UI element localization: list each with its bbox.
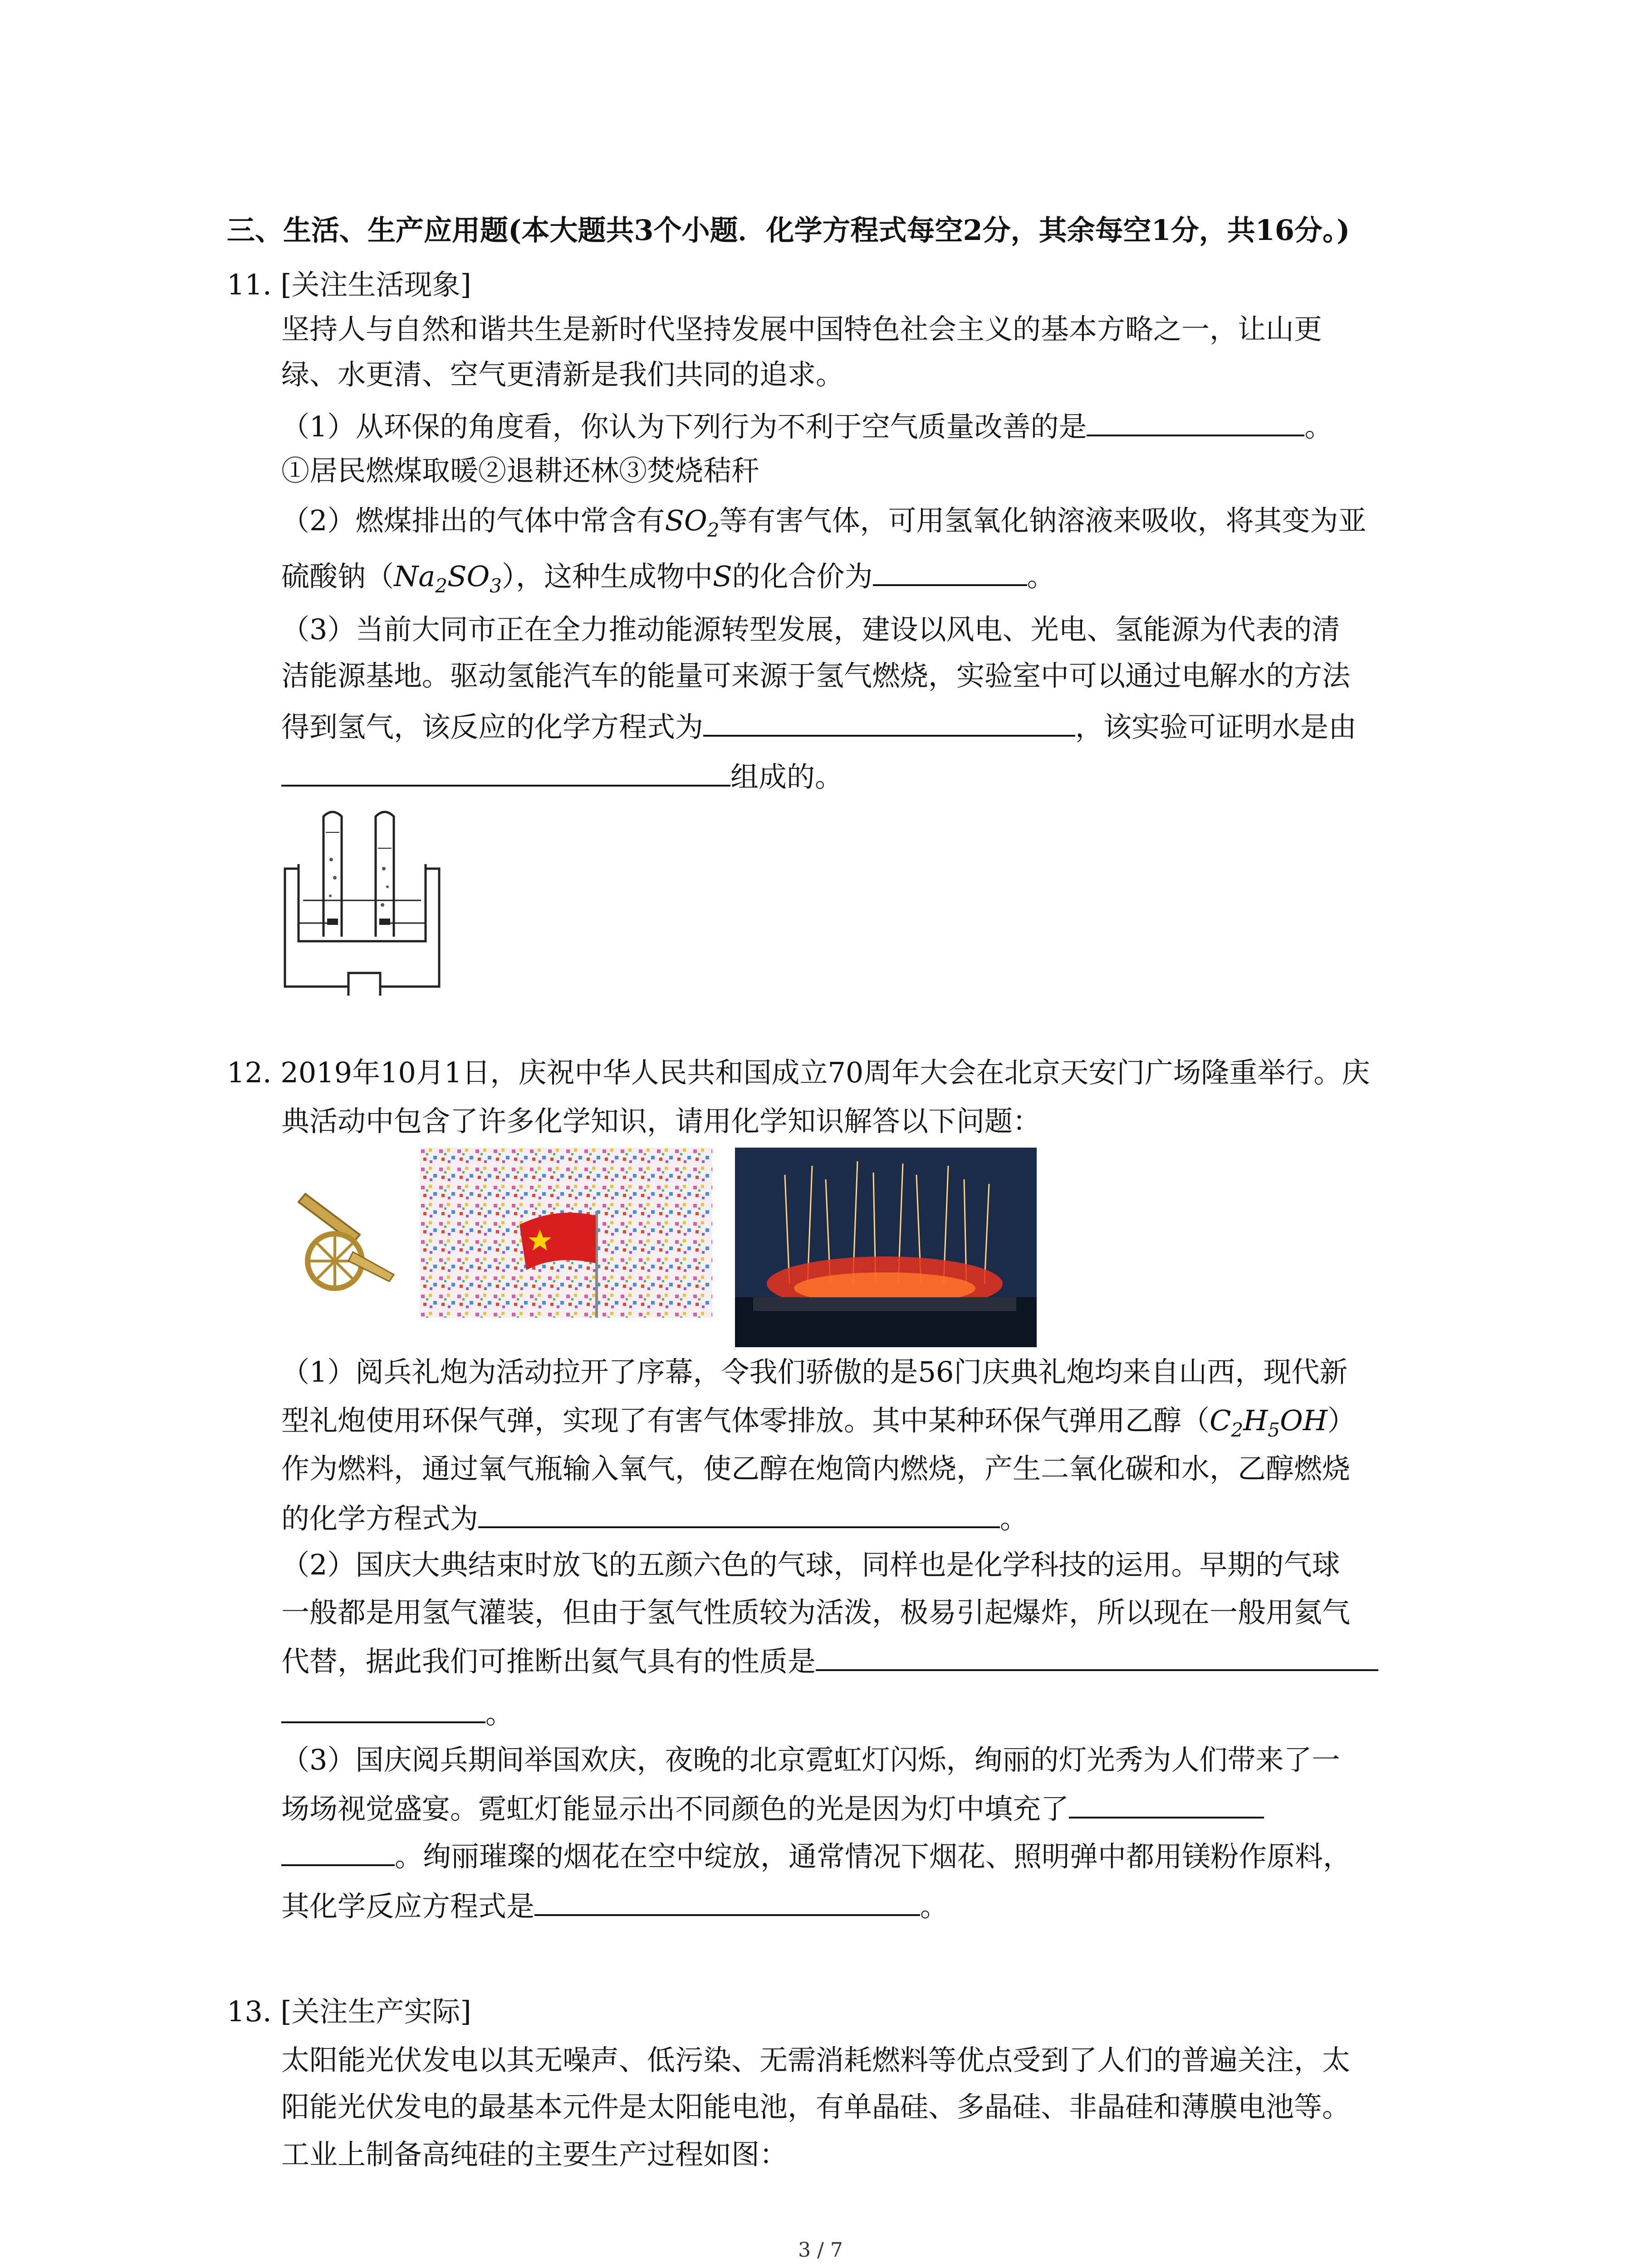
q11-part3-line-2: 洁能源基地。驱动氢能汽车的能量可来源于氢气燃烧，实验室中可以通过电解水的方法 xyxy=(281,659,1351,692)
q13-text-line-2: 阳能光伏发电的最基本元件是太阳能电池，有单晶硅、多晶硅、非晶硅和薄膜电池等。 xyxy=(281,2090,1351,2123)
q12-neon-gas-blank[interactable] xyxy=(1069,1789,1264,1818)
q12-part3-line-3: 。绚丽璀璨的烟花在空中绽放，通常情况下烟花、照明弹中都用镁粉作原料， xyxy=(281,1837,1351,1875)
q11-part1-answer-blank[interactable] xyxy=(1087,407,1304,436)
q11-part3-line-3: 得到氢气，该反应的化学方程式为 ，该实验可证明水是由 xyxy=(281,708,1357,745)
na2so3-formula: $Na_2SO_3$ xyxy=(394,560,502,597)
q12-number: 12. xyxy=(227,1056,272,1089)
q11-part3-line-4: 组成的。 xyxy=(281,758,843,795)
page-number: 3 / 7 xyxy=(798,2239,843,2262)
confetti-flag-image xyxy=(420,1148,712,1318)
q11-composition-blank[interactable] xyxy=(281,758,730,787)
q11-part2-answer-blank[interactable] xyxy=(873,557,1027,586)
q12-magnesium-equation-blank[interactable] xyxy=(534,1887,920,1916)
q13-number: 13. xyxy=(227,1995,272,2028)
q11-part2-line-2: 硫酸钠$(Na_2SO_3)$，这种生成物中S的化合价为 。 xyxy=(281,557,1055,604)
ethanol-formula: $C_2H_5OH$ xyxy=(1210,1404,1327,1441)
q11-intro-line-1: 坚持人与自然和谐共生是新时代坚持发展中国特色社会主义的基本方略之一，让山更 xyxy=(281,313,1323,346)
q12-ethanol-equation-blank[interactable] xyxy=(478,1499,1000,1528)
q12-intro-line-2: 典活动中包含了许多化学知识，请用化学知识解答以下问题： xyxy=(281,1105,1041,1138)
q11-tag: [关注生活现象] xyxy=(280,268,471,301)
q12-helium-property-blank[interactable] xyxy=(816,1642,1378,1671)
q13-text-line-1: 太阳能光伏发电以其无噪声、低污染、无需消耗燃料等优点受到了人们的普遍关注，太 xyxy=(281,2043,1351,2077)
q11-equation-blank[interactable] xyxy=(703,708,1075,737)
q13-tag: [关注生产实际] xyxy=(280,1995,471,2028)
q12-part2-line-1: （2）国庆大典结束时放飞的五颜六色的气球，同样也是化学科技的运用。早期的气球 xyxy=(281,1548,1340,1581)
section-heading: 三、生活、生产应用题(本大题共3个小题．化学方程式每空2分，其余每空1分，共16分。) xyxy=(227,214,1350,247)
q11-part3-line-1: （3）当前大同市正在全力推动能源转型发展，建设以风电、光电、氢能源为代表的清 xyxy=(281,613,1340,646)
so2-formula: $SO_2$ xyxy=(665,504,720,541)
q12-part2-line-4: 。 xyxy=(281,1694,514,1732)
q11-part1: （1）从环保的角度看，你认为下列行为不利于空气质量改善的是 。 xyxy=(281,407,1332,445)
q11-number: 11. xyxy=(227,268,272,301)
q12-part3-line-1: （3）国庆阅兵期间举国欢庆，夜晚的北京霓虹灯闪烁，绚丽的灯光秀为人们带来了一 xyxy=(281,1743,1340,1776)
q11-intro-line-2: 绿、水更清、空气更清新是我们共同的追求。 xyxy=(281,358,844,391)
q13-text-line-3: 工业上制备高纯硅的主要生产过程如图： xyxy=(281,2138,788,2171)
q12-part2-line-2: 一般都是用氢气灌装，但由于氢气性质较为活泼，极易引起爆炸，所以现在一般用氦气 xyxy=(281,1596,1351,1629)
q12-neon-gas-blank-cont[interactable] xyxy=(281,1837,395,1866)
q12-part1-line-2: 型礼炮使用环保气弹，实现了有害气体零排放。其中某种环保气弹用乙醇$(C_2H_5OH)$ xyxy=(281,1404,1356,1441)
fireworks-image xyxy=(735,1148,1037,1347)
q12-helium-property-blank-cont[interactable] xyxy=(281,1694,485,1723)
q11-part1-options: ①居民燃煤取暖②退耕还林③焚烧秸秆 xyxy=(281,454,760,487)
q11-header xyxy=(227,267,471,303)
q11-part2-line-1: （2）燃煤排出的气体中常含有$SO_2$等有害气体，可用氢氧化钠溶液来吸收，将其变为亚 xyxy=(281,504,1367,541)
q12-part1-line-4: 的化学方程式为 。 xyxy=(281,1499,1028,1537)
q12-intro-line-1: 12. 2019年10月1日，庆祝中华人民共和国成立70周年大会在北京天安门广场隆重举行。庆 xyxy=(227,1056,1370,1089)
q12-part3-line-4: 其化学反应方程式是 。 xyxy=(281,1887,948,1925)
electrolysis-apparatus-figure xyxy=(280,805,444,996)
q13-header xyxy=(227,1994,471,2030)
q12-part1-line-1: （1）阅兵礼炮为活动拉开了序幕，令我们骄傲的是56门庆典礼炮均来自山西，现代新 xyxy=(281,1355,1348,1388)
q12-part2-line-3: 代替，据此我们可推断出氦气具有的性质是 xyxy=(281,1642,1378,1680)
q12-part1-line-3: 作为燃料，通过氧气瓶输入氧气，使乙醇在炮筒内燃烧，产生二氧化碳和水，乙醇燃烧 xyxy=(281,1452,1351,1485)
q12-part3-line-2: 场场视觉盛宴。霓虹灯能显示出不同颜色的光是因为灯中填充了 xyxy=(281,1789,1264,1827)
salute-cannon-image xyxy=(285,1184,398,1302)
